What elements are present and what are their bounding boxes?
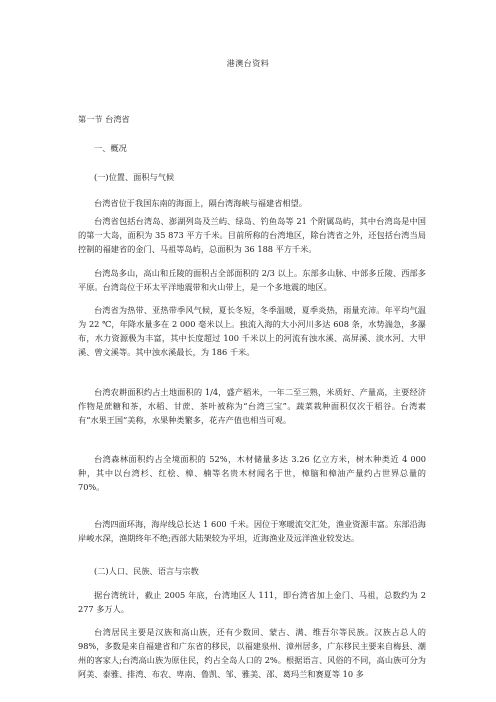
paragraph-fishery: 台湾四面环海，海岸线总长达 1 600 千米。因位于寒暖流交汇处，渔业资源丰富。东部沿海岸峻水深，渔期终年不绝;西部大陆架较为平坦，近海渔业及远洋渔业较发达。 xyxy=(78,519,426,543)
paragraph-terrain: 台湾岛多山，高山和丘陵的面积占全部面积的 2/3 以上。东部多山脉、中部多丘陵、西部多平原。台湾岛位于环太平洋地震带和火山带上，是一个多地震的地区。 xyxy=(78,268,426,292)
paragraph-ethnic-groups: 台湾居民主要是汉族和高山族，还有少数回、蒙古、满、维吾尔等民族。汉族占总人的 98%，多数是来自福建省和广东省的移民，以福建泉州、漳州居多，广东移民主要来自梅县、潮州的客家人;台湾高山族为原住民，约占全岛人口的 2%。根据语言、风俗的不同，高山族可分为阿美、泰雅、排湾、布农、卑南、鲁凯、邹、雅美、邵、葛玛兰和赛夏等 10 多 xyxy=(78,627,426,679)
document-title: 港澳台资料 xyxy=(226,59,270,68)
paragraph-agriculture: 台湾农耕面积约占土地面积的 1/4，盛产稻米，一年二至三熟，米质好、产量高，主要经济作物是蔗糖和茶，水稻、甘蔗、茶叶被称为“台湾三宝”。蔬菜栽种面积仅次于稻谷。台湾素有“水果王国”美称，水果种类繁多，花卉产值也相当可观。 xyxy=(78,387,426,425)
subsection-heading-location: (一)位置、面积与气候 xyxy=(94,172,175,182)
paragraph-islands: 台湾省包括台湾岛、澎湖列岛及兰屿、绿岛、钓鱼岛等 21 个附属岛屿，其中台湾岛是中国的第一大岛，面积为 35 873 平方千米。目前所称的台湾地区，除台湾省之外，还包括台湾当局控制的福建省的金门、马祖等岛屿，总面积为 36 188 平方千米。 xyxy=(78,216,426,254)
paragraph-forest: 台湾森林面积约占全境面积的 52%，木材储量多达 3.26 亿立方米，树木种类近 4 000 种，其中以台湾杉、红桧、樟、楠等名贵木材闻名于世，樟脑和樟油产量约占世界总量的 70%。 xyxy=(78,454,426,492)
paragraph-population: 据台湾统计，截止 2005 年底，台湾地区人 111，即台湾省加上金门、马祖，总数约为 2 277 多万人。 xyxy=(78,590,426,614)
paragraph-climate: 台湾省为热带、亚热带季风气候，夏长冬短，冬季温暖，夏季炎热，雨量充沛。年平均气温为 22 ℃，年降水量多在 2 000 毫米以上。独流入海的大小河川多达 608 条，水势湍急，多瀑布，水力资源极为丰富，其中长度超过 100 千米以上的河流有浊水溪、高屏溪、淡水河、大甲溪、曾文溪等。其中浊水溪最长，为 186 千米。 xyxy=(78,305,426,357)
section-heading: 第一节 台湾省 xyxy=(78,114,130,124)
chapter-heading: 一、概况 xyxy=(94,143,127,153)
paragraph-location: 台湾省位于我国东南的海面上，隔台湾海峡与福建省相望。 xyxy=(94,198,307,208)
subsection-heading-population: (二)人口、民族、语言与宗教 xyxy=(94,566,199,576)
